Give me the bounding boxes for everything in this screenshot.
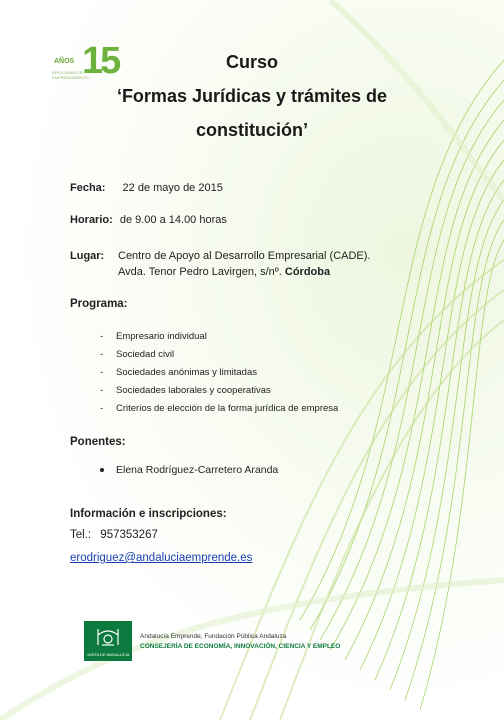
list-item: - Empresario individual <box>100 331 207 342</box>
ponente-name: Elena Rodríguez-Carretero Aranda <box>116 464 279 476</box>
list-item: - Sociedades laborales y cooperativas <box>100 385 271 396</box>
list-item: - Sociedad civil <box>100 349 175 360</box>
fecha-label: Fecha: <box>70 182 106 194</box>
logo-number: 15 <box>82 40 119 82</box>
footer-line-1: Andalucía Emprende, Fundación Pública Andaluza <box>140 633 287 640</box>
title-line-3: constitución’ <box>196 120 308 140</box>
lugar-line-1: Centro de Apoyo al Desarrollo Empresarial (CADE). <box>118 250 371 262</box>
title-line-1: Curso <box>225 52 278 72</box>
tel-value: 957353267 <box>100 529 158 541</box>
fecha-row <box>70 182 223 194</box>
ponentes-heading: Ponentes: <box>70 436 126 448</box>
junta-andalucia-logo <box>84 621 132 661</box>
fecha-value: 22 de mayo de 2015 <box>122 182 223 194</box>
programa-heading: Programa: <box>70 298 128 310</box>
info-heading: Información e inscripciones: <box>70 508 227 520</box>
lugar-row <box>70 250 104 262</box>
lugar-line-2: Avda. Tenor Pedro Lavirgen, s/nº. <box>118 266 282 278</box>
junta-logo-text: JUNTA DE ANDALUCIA <box>86 652 130 657</box>
horario-row <box>70 214 227 226</box>
tel-label: Tel.: <box>70 529 92 541</box>
junta-emblem-icon <box>84 621 132 661</box>
horario-label: Horario: <box>70 214 113 226</box>
logo-years-label: AÑOS <box>54 58 75 65</box>
lugar-label: Lugar: <box>70 250 105 262</box>
bullet-icon <box>100 468 104 472</box>
footer-line-2: CONSEJERÍA DE ECONOMÍA, INNOVACIÓN, CIENCIA Y EMPLEO <box>140 643 341 650</box>
list-item: - Criterios de elección de la forma jurídica de empresa <box>100 403 339 414</box>
programa-list <box>100 328 338 418</box>
email-link[interactable]: erodriguez@andaluciaemprende.es <box>70 552 253 564</box>
list-item: - Sociedades anónimas y limitadas <box>100 367 257 378</box>
title-line-2: ‘Formas Jurídicas y trámites de <box>116 86 388 106</box>
lugar-line-2-row <box>118 266 330 278</box>
horario-value: de 9.00 a 14.00 horas <box>119 214 227 226</box>
logo-tagline: IMPULSANDO EL EMPRENDIMIENTO <box>52 70 89 80</box>
lugar-city: Córdoba <box>284 266 331 278</box>
tel-row <box>70 529 158 541</box>
ponente-item <box>100 464 278 476</box>
